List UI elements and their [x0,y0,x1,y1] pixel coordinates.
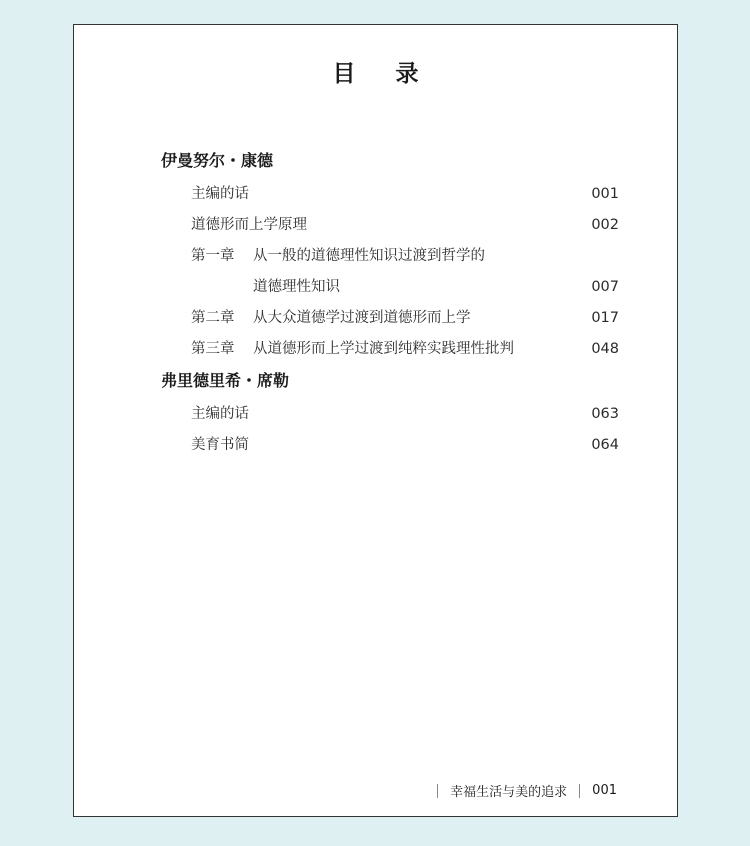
page-number: 064 [591,437,619,453]
chapter-label: 第三章 [191,341,235,357]
entry-title: 道德理性知识 [253,279,340,295]
entry-title: 主编的话 [191,186,249,202]
page-number: 063 [591,406,619,422]
footer-divider [579,784,580,798]
page-number: 017 [591,310,619,326]
toc-entry[interactable] [161,241,619,272]
footer-book-title: 幸福生活与美的追求 [450,785,568,800]
toc-entry-continuation[interactable] [161,272,619,303]
toc-entry[interactable] [161,179,619,210]
chapter-label: 第二章 [191,310,235,326]
toc-entry[interactable] [161,210,619,241]
toc-entry[interactable] [161,399,619,430]
page-number: 001 [591,186,619,202]
table-of-contents [161,147,619,461]
entry-title: 从道德形而上学过渡到纯粹实践理性批判 [253,341,514,357]
author-heading: 伊曼努尔・康德 [161,151,274,170]
toc-entry[interactable] [161,303,619,334]
page-title: 目 录 [332,60,435,87]
entry-title: 道德形而上学原理 [191,217,307,233]
page-footer [425,781,617,800]
book-page [73,24,678,817]
entry-title: 美育书简 [191,437,249,453]
page-number: 002 [591,217,619,233]
entry-title: 从一般的道德理性知识过渡到哲学的 [253,248,485,264]
chapter-label: 第一章 [191,248,235,264]
entry-title: 从大众道德学过渡到道德形而上学 [253,310,471,326]
entry-title: 主编的话 [191,406,249,422]
author-heading: 弗里德里希・席勒 [161,371,290,390]
toc-entry[interactable] [161,334,619,365]
footer-divider [437,784,438,798]
page-number: 048 [591,341,619,357]
footer-page-number: 001 [592,783,617,798]
page-number: 007 [591,279,619,295]
toc-entry[interactable] [161,430,619,461]
